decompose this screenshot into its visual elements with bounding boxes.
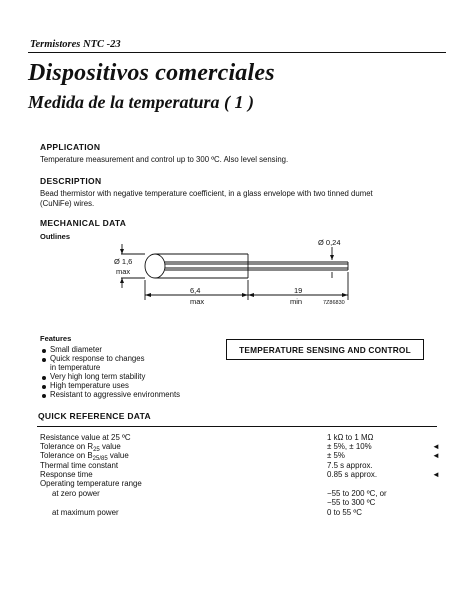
quick-ref-heading: QUICK REFERENCE DATA [38,411,151,421]
qr-row-3-value: ± 5% [327,451,345,460]
mechanical-heading: MECHANICAL DATA [40,218,127,228]
qr-row-1-label: Resistance value at 25 ºC [40,433,131,442]
bullet-3 [42,376,46,380]
application-text: Temperature measurement and control up to 300 ºC. Also level sensing. [40,155,289,164]
qr-row-4-label: Thermal time constant [40,461,119,470]
wire-len-arrow-right [342,293,348,297]
qr-row-2-value: ± 5%, ± 10% [327,442,372,451]
bullet-5 [42,394,46,398]
qr-row-8-value: −55 to 300 ºC [327,498,376,507]
wire-len-arrow-left [248,293,254,297]
features-heading: Features [40,334,72,343]
qr-row-9-label: at maximum power [52,508,119,517]
description-line-2: (CuNiFe) wires. [40,199,95,208]
feature-item-5: Resistant to aggressive environments [50,390,181,399]
temperature-sensing-box: TEMPERATURE SENSING AND CONTROL [226,339,424,360]
qr-row-7-value: −55 to 200 ºC, or [327,489,387,498]
bead-dia-arrow-bottom [120,278,124,283]
feature-item-4: High temperature uses [50,381,129,390]
running-header: Termistores NTC -23 [30,39,121,50]
page-subtitle: Medida de la temperatura ( 1 ) [28,92,254,112]
application-heading: APPLICATION [40,142,101,152]
qr-row-7-label: at zero power [52,489,100,498]
body-len-label: 6,4 [190,286,201,295]
change-arrow-icon: ◄ [432,451,440,460]
qr-row-6-label: Operating temperature range [40,479,142,488]
bead-dia-arrow-top [120,249,124,254]
qr-row-1-value: 1 kΩ to 1 MΩ [327,433,374,442]
qr-row-2-label: Tolerance on $R_{25}$ value [40,442,121,453]
feature-item-1: Small diameter [50,345,102,354]
bead-dia-label: Ø 1,6 [114,257,133,266]
description-line-1: Bead thermistor with negative temperature coefficient, in a glass envelope with two tinned dumet [40,189,373,198]
wire-len-qualifier: min [290,297,303,306]
bead-dia-qualifier: max [116,267,131,276]
body-len-qualifier: max [190,297,205,306]
thermistor-bead [145,254,165,278]
qr-row-9-value: 0 to 55 ºC [327,508,362,517]
drawing-code: 7Z86830 [323,300,345,306]
qr-row-5-value: 0.85 s approx. [327,470,378,479]
body-len-arrow-left [145,293,151,297]
qr-row-4-value: 7.5 s approx. [327,461,373,470]
change-arrow-icon: ◄ [432,442,440,451]
page-title: Dispositivos comerciales [28,60,275,86]
qr-row-5-label: Response time [40,470,93,479]
wire-len-label: 19 [294,286,303,295]
outlines-label: Outlines [40,232,71,241]
qr-row-3-label: Tolerance on $B_{25/85}$ value [40,451,129,462]
feature-item-3: Very high long term stability [50,372,146,381]
feature-item-2: Quick response to changes [50,354,145,363]
quick-ref-rule [37,426,437,427]
bullet-2 [42,358,46,362]
bullet-4 [42,385,46,389]
description-heading: DESCRIPTION [40,176,102,186]
bullet-1 [42,349,46,353]
feature-item-2-continuation: in temperature [50,363,101,372]
wire-dia-arrow-head [330,255,334,260]
change-arrow-icon: ◄ [432,470,440,479]
body-len-arrow-right [242,293,248,297]
wire-dia-label: Ø 0,24 [318,238,341,247]
